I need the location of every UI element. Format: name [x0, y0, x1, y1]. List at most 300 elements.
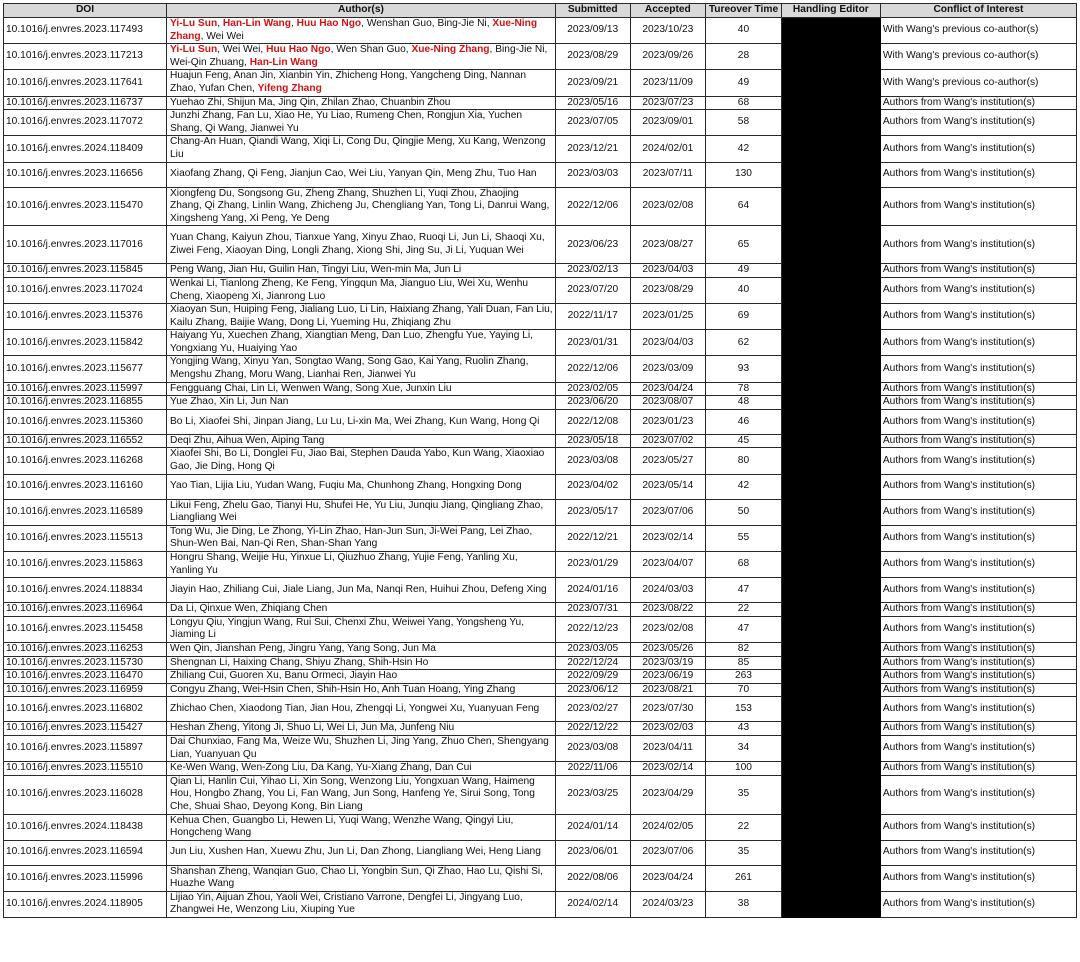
author-name: Wen Qin [170, 642, 210, 654]
doi-cell: 10.1016/j.envres.2023.115510 [4, 762, 167, 776]
conflict-of-interest-cell: Authors from Wang's institution(s) [880, 525, 1076, 551]
author-name: Hanfeng Ye [401, 788, 455, 800]
author-name: Dai Chunxiao [170, 735, 232, 747]
submitted-date-cell: 2023/08/29 [555, 44, 630, 70]
author-name: Le Zhong [258, 525, 302, 537]
doi-cell: 10.1016/j.envres.2023.117024 [4, 277, 167, 303]
table-row [4, 616, 1077, 642]
table-body [4, 18, 1077, 918]
conflict-of-interest-cell: Authors from Wang's institution(s) [880, 762, 1076, 776]
author-name: Chenxi Zhu [334, 616, 387, 628]
doi-cell: 10.1016/j.envres.2024.118409 [4, 136, 167, 162]
author-name: Tuo Han [497, 168, 537, 180]
turnover-time-cell: 80 [706, 448, 782, 474]
author-name: Linlin Wang [252, 200, 306, 212]
table-row [4, 110, 1077, 136]
author-name: Longli Zhang [291, 244, 351, 256]
author-name: Yanling Xu [466, 552, 515, 563]
authors-cell: Shengnan Li, Haixing Chang, Shiyu Zhang, Shih-Hsin Ho [167, 656, 556, 670]
author-name: Zhengqi Li [355, 703, 404, 715]
table-row [4, 18, 1077, 44]
table-row [4, 891, 1077, 917]
submitted-date-cell: 2022/11/06 [555, 762, 630, 776]
conflict-of-interest-cell: Authors from Wang's institution(s) [880, 434, 1076, 448]
table-row [4, 735, 1077, 761]
table-row [4, 226, 1077, 264]
authors-cell: Yongjing Wang, Xinyu Yan, Songtao Wang, Song Gao, Kai Yang, Ruolin Zhang, Mengshu Zhang, Moru Wang, Lianhai Ren, Jianwei Yu [167, 356, 556, 382]
authors-cell: Xiaofei Shi, Bo Li, Donglei Fu, Jiao Bai, Stephen Dauda Yabo, Kun Wang, Xiaoxiao Gao, Jie Ding, Hong Qi [167, 448, 556, 474]
table-row [4, 264, 1077, 278]
submitted-date-cell: 2022/08/06 [555, 865, 630, 891]
doi-cell: 10.1016/j.envres.2023.116552 [4, 434, 167, 448]
author-name: Chang-An Huan [170, 136, 244, 148]
accepted-date-cell: 2023/04/24 [630, 382, 706, 396]
author-name: Yueming Hu [330, 316, 386, 328]
accepted-date-cell: 2023/02/08 [630, 616, 706, 642]
author-name: Yihao Li [260, 775, 297, 787]
doi-cell: 10.1016/j.envres.2023.116959 [4, 683, 167, 697]
header-submitted: Submitted [555, 4, 630, 18]
author-name: Bo Li [170, 415, 194, 427]
highlighted-author: Xue-Ning Zhang [170, 18, 538, 42]
author-name: Jie Ding [215, 525, 253, 537]
submitted-date-cell: 2022/11/17 [555, 304, 630, 330]
submitted-date-cell: 2023/03/08 [555, 448, 630, 474]
table-row [4, 840, 1077, 865]
doi-cell: 10.1016/j.envres.2023.115470 [4, 187, 167, 226]
authors-cell: Wen Qin, Jianshan Peng, Jingru Yang, Yang Song, Jun Ma [167, 642, 556, 656]
accepted-date-cell: 2023/11/09 [630, 70, 706, 96]
accepted-date-cell: 2023/07/23 [630, 96, 706, 110]
author-name: Jianshan Peng [215, 642, 283, 654]
turnover-time-cell: 70 [706, 683, 782, 697]
conflict-of-interest-cell: Authors from Wang's institution(s) [880, 330, 1076, 356]
table-row [4, 642, 1077, 656]
doi-cell: 10.1016/j.envres.2023.116160 [4, 474, 167, 499]
author-name: Moru Wang [249, 369, 302, 381]
authors-cell: Yao Tian, Lijia Liu, Yudan Wang, Fuqiu Ma, Chunhong Zhang, Hongxing Dong [167, 474, 556, 499]
authors-cell: Jun Liu, Xushen Han, Xuewu Zhu, Jun Li, Dan Zhong, Liangliang Wei, Heng Liang [167, 840, 556, 865]
accepted-date-cell: 2023/04/24 [630, 865, 706, 891]
author-name: Jun Li [433, 264, 462, 276]
doi-cell: 10.1016/j.envres.2023.117641 [4, 70, 167, 96]
author-name: Xiaoxiao Gao [170, 448, 545, 473]
author-name: Shufei He [324, 499, 369, 511]
author-name: Yao Tian [170, 480, 210, 492]
author-name: Guangbo Li [232, 814, 286, 826]
conflict-of-interest-cell: Authors from Wang's institution(s) [880, 603, 1076, 617]
accepted-date-cell: 2023/04/07 [630, 552, 706, 578]
authors-cell: Xiaofang Zhang, Qi Feng, Jianjun Cao, Wei Liu, Yanyan Qin, Meng Zhu, Tuo Han [167, 162, 556, 187]
author-name: Zhicheng Ju [310, 200, 367, 212]
author-name: Chuanbin Zhou [380, 96, 451, 108]
doi-cell: 10.1016/j.envres.2023.115845 [4, 264, 167, 278]
conflict-of-interest-cell: With Wang's previous co-author(s) [880, 44, 1076, 70]
author-name: Xu Kang [457, 136, 498, 148]
doi-cell: 10.1016/j.envres.2023.116802 [4, 697, 167, 722]
author-name: Shuzhen Li [371, 187, 423, 199]
author-name: Anan Jin [233, 70, 274, 82]
submitted-date-cell: 2022/09/29 [555, 670, 630, 684]
author-name: Zhilan Zhao [321, 96, 376, 108]
author-name: Jun Song [353, 788, 397, 800]
authors-cell: Peng Wang, Jian Hu, Guilin Han, Tingyi Liu, Wen-min Ma, Jun Li [167, 264, 556, 278]
author-name: Junfeng Niu [399, 722, 455, 734]
author-name: Yingjun Wang [227, 616, 291, 628]
authors-cell: Junzhi Zhang, Fan Lu, Xiao He, Yu Liao, Rumeng Chen, Rongjun Xia, Yuchen Shang, Qi Wang, Jianwei Yu [167, 110, 556, 136]
author-name: Lin Li [251, 382, 276, 394]
author-name: Zhiqiang Chen [261, 603, 328, 615]
author-name: Jian Hou [309, 703, 351, 715]
authors-cell: Zhichao Chen, Xiaodong Tian, Jian Hou, Zhengqi Li, Yongwei Xu, Yuanyuan Feng [167, 697, 556, 722]
authors-cell: Yi-Lu Sun, Han-Lin Wang, Huu Hao Ngo, Wenshan Guo, Bing-Jie Ni, Xue-Ning Zhang, Wei Wei [167, 18, 556, 44]
authors-cell: Yuan Chang, Kaiyun Zhou, Tianxue Yang, Xinyu Zhao, Ruoqi Li, Jun Li, Shaoqi Xu, Ziwei Feng, Xiaoyan Ding, Longli Zhang, Xiong Shi, Jing Su, Ji Li, Yuquan Wei [167, 226, 556, 264]
authors-cell: Longyu Qiu, Yingjun Wang, Rui Sui, Chenxi Zhu, Weiwei Yang, Yongsheng Yu, Jiaming Li [167, 616, 556, 642]
author-name: Xinyu Yan [243, 356, 289, 368]
author-name: Longyu Qiu [170, 616, 223, 628]
authors-cell: Xiaoyan Sun, Huiping Feng, Jialiang Luo, Li Lin, Haixiang Zhang, Yali Duan, Fan Liu, Kailu Zhang, Baijie Wang, Dong Li, Yueming Hu, Zhiqiang Zhu [167, 304, 556, 330]
author-name: Dan Zhong [360, 846, 411, 858]
handling-editor-redacted [781, 525, 880, 551]
author-name: Shuzhen Li [334, 735, 386, 747]
handling-editor-redacted [781, 330, 880, 356]
conflict-of-interest-cell: Authors from Wang's institution(s) [880, 670, 1076, 684]
conflict-of-interest-cell: Authors from Wang's institution(s) [880, 499, 1076, 525]
authors-cell: Shanshan Zheng, Wanqian Guo, Chao Li, Yongbin Sun, Qi Zhao, Hao Lu, Qishi Si, Huazhe Wang [167, 865, 556, 891]
author-name: Jingru Yang [288, 642, 342, 654]
author-name: Jianguo Liu [399, 277, 452, 289]
handling-editor-redacted [781, 382, 880, 396]
author-name: Song Gao [367, 356, 414, 368]
author-name: Qian Li [170, 775, 203, 787]
author-name: Deqi Zhu [170, 434, 212, 446]
conflict-of-interest-cell: Authors from Wang's institution(s) [880, 865, 1076, 891]
author-name: Yufan Chen [198, 82, 252, 94]
header-handling-editor: Handling Editor [781, 4, 880, 18]
authors-cell: Huajun Feng, Anan Jin, Xianbin Yin, Zhicheng Hong, Yangcheng Ding, Nannan Zhao, Yufan Chen, Yifeng Zhang [167, 70, 556, 96]
author-name: Chao Li [320, 865, 357, 877]
author-name: Qi Zhang [204, 200, 247, 212]
turnover-time-cell: 28 [706, 44, 782, 70]
accepted-date-cell: 2023/02/03 [630, 722, 706, 736]
accepted-date-cell: 2023/10/23 [630, 18, 706, 44]
author-name: Da Kang [310, 762, 351, 774]
author-name: Kaiyun Zhou [231, 232, 289, 244]
author-name: Wei-Qin Zhuang [170, 56, 245, 68]
handling-editor-redacted [781, 277, 880, 303]
table-row [4, 670, 1077, 684]
authors-cell: Haiyang Yu, Xuechen Zhang, Xiangtian Meng, Dan Luo, Zhengfu Yue, Yaying Li, Yongxiang Yu, Huaiying Yao [167, 330, 556, 356]
author-name: Yingqun Ma [340, 277, 395, 289]
author-name: Hongru Shang [170, 552, 236, 563]
author-name: Shengnan Li [170, 656, 228, 668]
accepted-date-cell: 2024/03/23 [630, 891, 706, 917]
author-name: Tianyi Hu [275, 499, 319, 511]
author-name: Yongxiang Yu [170, 342, 232, 354]
author-name: Jinpan Jiang [253, 415, 311, 427]
author-name: Tingyi Liu [321, 264, 366, 276]
turnover-time-cell: 46 [706, 409, 782, 434]
author-name: Xiongfeng Du [170, 187, 232, 199]
submitted-date-cell: 2023/07/05 [555, 110, 630, 136]
author-name: Huihui Zhou [430, 583, 485, 595]
turnover-time-cell: 22 [706, 814, 782, 840]
accepted-date-cell: 2023/04/03 [630, 264, 706, 278]
author-name: Yuanyuan Feng [467, 703, 540, 715]
authors-cell: Da Li, Qinxue Wen, Zhiqiang Chen [167, 603, 556, 617]
author-name: Wenwen Wang [281, 382, 350, 394]
accepted-date-cell: 2023/02/08 [630, 187, 706, 226]
table-row [4, 277, 1077, 303]
turnover-time-cell: 49 [706, 70, 782, 96]
turnover-time-cell: 93 [706, 356, 782, 382]
author-name: Xiaofei Shi [170, 448, 219, 460]
author-name: Anh Tuan Hoang [381, 683, 459, 695]
author-name: Jun Ma [337, 583, 371, 595]
highlighted-author: Huu Hao Ngo [296, 18, 362, 29]
highlighted-author: Han-Lin Wang [222, 18, 291, 29]
author-name: Yuanyuan Qu [194, 748, 257, 760]
author-name: Jing Su [405, 244, 440, 256]
doi-cell: 10.1016/j.envres.2023.116470 [4, 670, 167, 684]
author-name: Li-xin Ma [347, 415, 389, 427]
table-row [4, 330, 1077, 356]
author-name: Han-Jun Sun [364, 525, 424, 537]
author-name: Nannan Zhao [170, 70, 526, 94]
table-row [4, 552, 1077, 578]
author-name: Hongxing Dong [451, 480, 522, 492]
author-name: Xiaoyan Ding [225, 244, 287, 256]
author-name: Yongjing Wang [170, 356, 238, 368]
turnover-time-cell: 47 [706, 616, 782, 642]
author-name: Yaying Li [488, 330, 531, 342]
handling-editor-redacted [781, 840, 880, 865]
author-name: Shun-Wen Bai [170, 538, 236, 550]
author-name: Peng Wang [170, 264, 223, 276]
author-name: Meng Zhu [446, 168, 493, 180]
conflict-of-interest-cell: Authors from Wang's institution(s) [880, 304, 1076, 330]
conflict-of-interest-cell: Authors from Wang's institution(s) [880, 474, 1076, 499]
author-name: Shuai Shao [194, 800, 248, 812]
accepted-date-cell: 2023/08/21 [630, 683, 706, 697]
table-row [4, 603, 1077, 617]
author-name: Tianxue Yang [294, 232, 357, 244]
submitted-date-cell: 2023/02/05 [555, 382, 630, 396]
author-name: Yongsheng Yu [456, 616, 522, 628]
author-name: Haimeng Hou [170, 775, 535, 800]
conflict-of-interest-cell: Authors from Wang's institution(s) [880, 683, 1076, 697]
handling-editor-redacted [781, 434, 880, 448]
accepted-date-cell: 2023/08/07 [630, 396, 706, 410]
author-name: Fan Wang [300, 788, 348, 800]
conflict-of-interest-cell: Authors from Wang's institution(s) [880, 136, 1076, 162]
handling-editor-redacted [781, 814, 880, 840]
author-name: Jing Yang [391, 735, 436, 747]
author-name: Kun Wang [449, 415, 497, 427]
accepted-date-cell: 2023/05/14 [630, 474, 706, 499]
turnover-time-cell: 48 [706, 396, 782, 410]
author-name: Jiao Bai [308, 448, 345, 460]
author-name: Yuqi Wang [338, 814, 388, 826]
author-name: Li Lin [359, 304, 385, 316]
authors-cell: Dai Chunxiao, Fang Ma, Weize Wu, Shuzhen Li, Jing Yang, Zhuo Chen, Shengyang Lian, Yuanyuan Qu [167, 735, 556, 761]
submitted-date-cell: 2023/05/17 [555, 499, 630, 525]
author-name: Wen-Zong Liu [241, 762, 306, 774]
doi-cell: 10.1016/j.envres.2023.116028 [4, 775, 167, 814]
author-name: Jun Liu [170, 846, 203, 858]
accepted-date-cell: 2024/02/05 [630, 814, 706, 840]
turnover-time-cell: 68 [706, 552, 782, 578]
author-name: Stephen Dauda Yabo [350, 448, 447, 460]
author-name: Wanqian Guo [253, 865, 316, 877]
author-name: Yaoli Wei [275, 891, 318, 903]
author-name: Yujie Feng [412, 552, 461, 563]
header-authors: Author(s) [167, 4, 556, 18]
turnover-time-cell: 65 [706, 226, 782, 264]
handling-editor-redacted [781, 136, 880, 162]
author-name: Ye Deng [290, 212, 330, 224]
doi-cell: 10.1016/j.envres.2023.116253 [4, 642, 167, 656]
author-name: Jie Ding [194, 461, 232, 473]
author-name: Nan-Qi Ren [241, 538, 295, 550]
conflict-of-interest-cell: Authors from Wang's institution(s) [880, 409, 1076, 434]
author-name: Chengliang Yan [371, 200, 444, 212]
handling-editor-redacted [781, 409, 880, 434]
author-name: Dong Li [289, 316, 325, 328]
author-name: Aijuan Zhou [215, 891, 271, 903]
turnover-time-cell: 50 [706, 499, 782, 525]
author-name: Tong Che [170, 788, 535, 812]
author-name: Fan Lu [236, 110, 269, 122]
author-name: Jun Ma [360, 722, 395, 734]
submitted-date-cell: 2022/12/21 [555, 525, 630, 551]
authors-cell: Fengguang Chai, Lin Li, Wenwen Wang, Song Xue, Junxin Liu [167, 382, 556, 396]
author-name: Jun Ma [402, 642, 436, 654]
doi-cell: 10.1016/j.envres.2023.116589 [4, 499, 167, 525]
author-name: Zhiliang Cui [170, 670, 224, 682]
handling-editor-redacted [781, 448, 880, 474]
author-name: Ke-Wen Wang [170, 762, 236, 774]
author-name: Heshan Zheng [170, 722, 237, 734]
author-name: Sirui Song [460, 788, 508, 800]
conflict-of-interest-cell: Authors from Wang's institution(s) [880, 382, 1076, 396]
turnover-time-cell: 22 [706, 603, 782, 617]
turnover-time-cell: 55 [706, 525, 782, 551]
author-name: Zhengfu Yue [425, 330, 484, 342]
handling-editor-redacted [781, 865, 880, 891]
author-name: Wei Zhang [394, 415, 444, 427]
table-row [4, 448, 1077, 474]
conflict-of-interest-cell: Authors from Wang's institution(s) [880, 356, 1076, 382]
author-name: Ruoqi Li [418, 232, 457, 244]
handling-editor-redacted [781, 578, 880, 603]
accepted-date-cell: 2023/07/11 [630, 162, 706, 187]
author-name: Zhiqiang Zhu [391, 316, 451, 328]
author-name: Yu-Xiang Zhang [356, 762, 430, 774]
table-row [4, 683, 1077, 697]
submitted-date-cell: 2023/05/16 [555, 96, 630, 110]
author-name: Wei Wei [206, 30, 244, 42]
author-name: Shuo Li [286, 722, 322, 734]
author-name: Qi Wang [205, 122, 245, 134]
author-name: Jianwei Yu [367, 369, 416, 381]
table-row [4, 356, 1077, 382]
author-name: Qiuzhuo Zhang [337, 552, 408, 563]
author-name: Guoren Xu [229, 670, 279, 682]
author-name: Zhangwei He [170, 904, 231, 916]
table-row [4, 762, 1077, 776]
handling-editor-redacted [781, 70, 880, 96]
author-name: Kehua Chen [170, 814, 227, 826]
turnover-time-cell: 62 [706, 330, 782, 356]
author-name: Wei Li [326, 722, 356, 734]
author-name: Huajun Feng [170, 70, 229, 82]
author-name: Lu Lu [316, 415, 342, 427]
handling-editor-redacted [781, 396, 880, 410]
author-name: Jianwei Yu [250, 122, 299, 134]
author-name: Zhaojing Zhang [170, 187, 519, 212]
handling-editor-redacted [781, 44, 880, 70]
author-name: Wenhu Cheng [170, 277, 529, 302]
author-name: Xiangtian Meng [305, 330, 377, 342]
handling-editor-redacted [781, 891, 880, 917]
doi-cell: 10.1016/j.envres.2023.115997 [4, 382, 167, 396]
authors-cell: Zhiliang Cui, Guoren Xu, Banu Ormeci, Jiayin Hao [167, 670, 556, 684]
author-name: Zhiliang Cui [223, 583, 278, 595]
author-name: Yu Liao [315, 110, 350, 122]
turnover-time-cell: 45 [706, 434, 782, 448]
turnover-time-cell: 40 [706, 277, 782, 303]
author-name: Bing-Jie Ni [437, 18, 487, 29]
author-name: Jing Qin [278, 96, 316, 108]
doi-cell: 10.1016/j.envres.2023.116594 [4, 840, 167, 865]
author-name: Xinyu Zhao [361, 232, 414, 244]
author-name: Zhelu Gao [222, 499, 271, 511]
submitted-date-cell: 2023/03/03 [555, 162, 630, 187]
accepted-date-cell: 2023/08/29 [630, 277, 706, 303]
author-name: Fang Ma [236, 735, 278, 747]
author-name: Cristiano Varrone [323, 891, 403, 903]
author-name: Jianjun Cao [289, 168, 344, 180]
doi-cell: 10.1016/j.envres.2023.115730 [4, 656, 167, 670]
author-name: Xiaofang Zhang [170, 168, 242, 180]
author-name: Lijia Liu [215, 480, 250, 492]
table-row [4, 382, 1077, 396]
handling-editor-redacted [781, 762, 880, 776]
authors-cell: Likui Feng, Zhelu Gao, Tianyi Hu, Shufei He, Yu Liu, Junqiu Jiang, Qingliang Zhao, Liangliang Wei [167, 499, 556, 525]
author-name: Jiaming Li [170, 629, 216, 641]
author-name: Tong Li [448, 200, 482, 212]
author-name: Xiaopeng Xi [205, 290, 261, 302]
handling-editor-redacted [781, 18, 880, 44]
table-row [4, 474, 1077, 499]
table-row [4, 578, 1077, 603]
conflict-of-interest-cell: Authors from Wang's institution(s) [880, 162, 1076, 187]
handling-editor-redacted [781, 187, 880, 226]
author-name: Haixiang Zhang [389, 304, 462, 316]
author-name: Chunhong Zhang [366, 480, 446, 492]
author-name: Wei Liu [349, 168, 383, 180]
conflict-of-interest-cell: Authors from Wang's institution(s) [880, 187, 1076, 226]
submitted-date-cell: 2023/02/27 [555, 697, 630, 722]
accepted-date-cell: 2023/05/27 [630, 448, 706, 474]
doi-cell: 10.1016/j.envres.2023.117072 [4, 110, 167, 136]
doi-cell: 10.1016/j.envres.2023.117016 [4, 226, 167, 264]
author-name: Hong Qi [237, 461, 275, 473]
author-name: Congyu Zhang [170, 683, 237, 695]
accepted-date-cell: 2023/03/09 [630, 356, 706, 382]
authors-cell: Bo Li, Xiaofei Shi, Jinpan Jiang, Lu Lu, Li-xin Ma, Wei Zhang, Kun Wang, Hong Qi [167, 409, 556, 434]
